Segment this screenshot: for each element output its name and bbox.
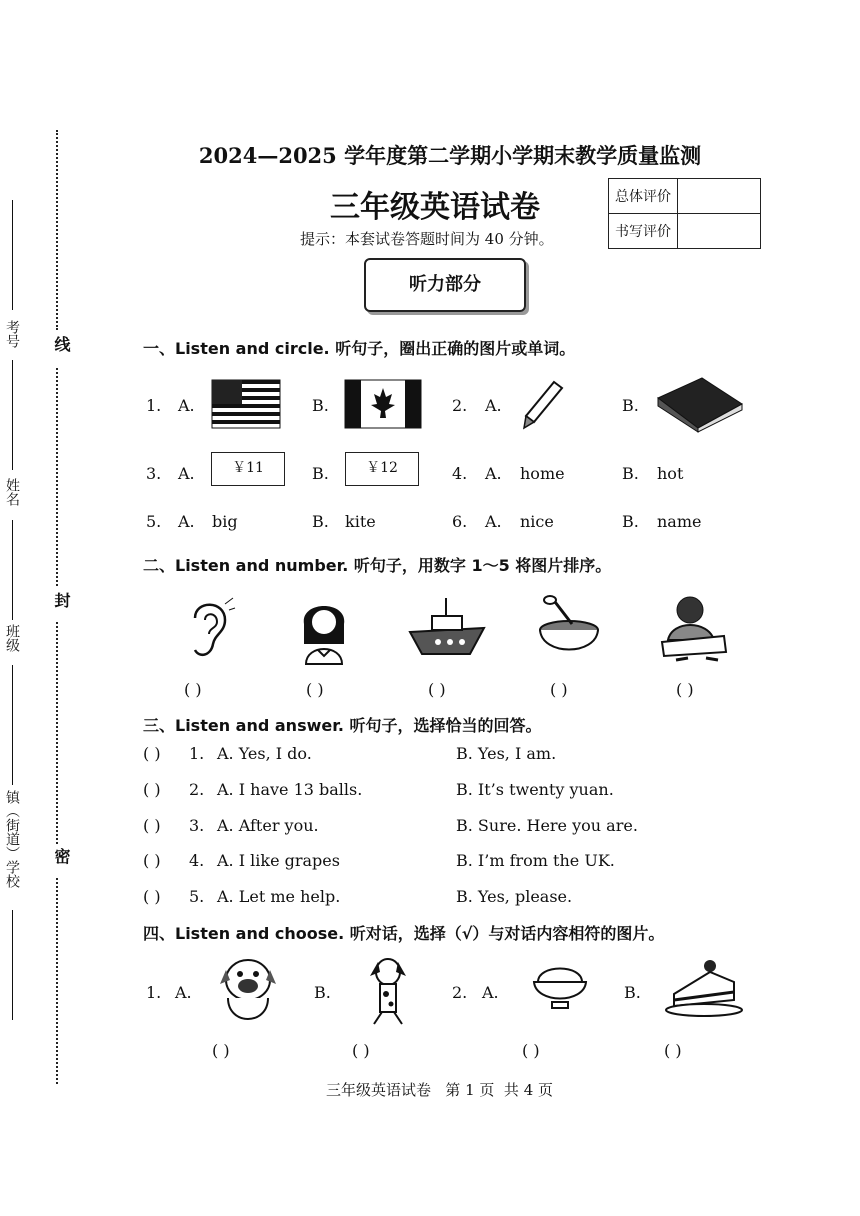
page-footer: 三年级英语试卷 第 1 页 共 4 页 — [326, 1081, 554, 1099]
seal-dotted-line — [56, 878, 58, 1084]
margin-line — [12, 520, 13, 620]
q1-option-a: A. — [178, 464, 195, 483]
price-box-b[interactable]: ￥12 — [345, 452, 419, 486]
answer-blank[interactable]: ( ) — [664, 1041, 682, 1060]
price-box-a[interactable]: ￥11 — [211, 452, 285, 486]
q1-option-b: B. — [622, 396, 639, 415]
q1-item-number: 4. — [452, 464, 468, 483]
eval-label: 总体评价 — [609, 179, 678, 214]
q1-heading: 一、Listen and circle. 听句子，圈出正确的图片或单词。 — [143, 339, 576, 358]
answer-blank[interactable]: ( ) — [550, 680, 568, 699]
q4-option-b: B. — [314, 983, 331, 1002]
seal-char-line: 线 — [52, 336, 71, 352]
answer-blank[interactable]: ( ) — [184, 680, 202, 699]
eval-label: 书写评价 — [609, 214, 678, 249]
seal-char-secret: 密 — [52, 848, 71, 864]
exam-number-label: 考号 — [4, 320, 20, 348]
q1-item-number: 5. — [146, 512, 162, 531]
word-nice[interactable]: nice — [520, 512, 554, 531]
rice-bowl-icon — [532, 960, 588, 1014]
q3-option-b: B. Yes, please. — [456, 887, 573, 906]
q3-item-number: 5. — [189, 887, 205, 906]
exam-tip: 提示：本套试卷答题时间为 40 分钟。 — [300, 230, 554, 248]
word-name[interactable]: name — [657, 512, 702, 531]
answer-blank[interactable]: ( ) — [352, 1041, 370, 1060]
q4-item-number: 2. — [452, 983, 468, 1002]
q3-option-b: B. I’m from the UK. — [456, 851, 615, 870]
q4-option-a: A. — [175, 983, 192, 1002]
q1-option-a: A. — [485, 512, 502, 531]
q3-option-a: A. After you. — [217, 816, 319, 835]
exam-subtitle: 三年级英语试卷 — [330, 190, 540, 225]
answer-paren[interactable]: ( ) — [143, 744, 161, 763]
answer-blank[interactable]: ( ) — [676, 680, 694, 699]
q3-option-a: A. I like grapes — [217, 851, 340, 870]
q1-option-a: A. — [485, 464, 502, 483]
word-hot[interactable]: hot — [657, 464, 684, 483]
q3-option-b: B. Sure. Here you are. — [456, 816, 638, 835]
margin-line — [12, 665, 13, 785]
q3-item-number: 3. — [189, 816, 205, 835]
q3-item-number: 1. — [189, 744, 205, 763]
boy-drawing-icon — [656, 594, 730, 664]
q4-heading: 四、Listen and choose. 听对话，选择（√）与对话内容相符的图片。 — [143, 924, 665, 943]
seal-char-seal: 封 — [52, 592, 71, 608]
q4-option-b: B. — [624, 983, 641, 1002]
answer-paren[interactable]: ( ) — [143, 780, 161, 799]
canada-flag-icon[interactable] — [345, 380, 421, 428]
evaluation-table — [608, 178, 761, 249]
q1-item-number: 1. — [146, 396, 162, 415]
answer-blank[interactable]: ( ) — [522, 1041, 540, 1060]
q3-heading: 三、Listen and answer. 听句子，选择恰当的回答。 — [143, 716, 542, 735]
q1-option-b: B. — [312, 396, 329, 415]
q1-option-b: B. — [622, 512, 639, 531]
q1-option-b: B. — [622, 464, 639, 483]
answer-paren[interactable]: ( ) — [143, 816, 161, 835]
eval-value[interactable] — [678, 179, 761, 214]
margin-line — [12, 360, 13, 470]
pug-icon — [216, 954, 280, 1026]
q1-option-a: A. — [485, 396, 502, 415]
margin-line — [12, 910, 13, 1020]
class-label: 班级 — [4, 624, 20, 652]
q3-item-number: 2. — [189, 780, 205, 799]
q3-option-b: B. It’s twenty yuan. — [456, 780, 614, 799]
margin-line — [12, 200, 13, 310]
q2-heading: 二、Listen and number. 听句子，用数字 1～5 将图片排序。 — [143, 556, 612, 575]
q1-option-a: A. — [178, 512, 195, 531]
q3-option-a: A. I have 13 balls. — [217, 780, 363, 799]
girl-icon — [298, 594, 350, 664]
q3-option-a: A. Yes, I do. — [217, 744, 312, 763]
q4-item-number: 1. — [146, 983, 162, 1002]
spotted-dog-icon — [360, 954, 416, 1026]
ship-icon — [408, 598, 486, 658]
exam-main-title: 2024—2025 学年度第二学期小学期末教学质量监测 — [198, 143, 702, 168]
eval-value[interactable] — [678, 214, 761, 249]
q1-option-a: A. — [178, 396, 195, 415]
q3-option-b: B. Yes, I am. — [456, 744, 557, 763]
q1-option-b: B. — [312, 512, 329, 531]
listening-section-banner: 听力部分 — [364, 258, 526, 312]
seal-dotted-line — [56, 622, 58, 844]
ear-icon — [185, 598, 235, 662]
answer-blank[interactable]: ( ) — [306, 680, 324, 699]
word-big[interactable]: big — [212, 512, 238, 531]
usa-flag-icon[interactable] — [212, 380, 280, 428]
pencil-icon[interactable] — [520, 380, 564, 430]
q3-option-a: A. Let me help. — [217, 887, 341, 906]
q4-option-a: A. — [482, 983, 499, 1002]
word-home[interactable]: home — [520, 464, 565, 483]
q1-option-b: B. — [312, 464, 329, 483]
school-label: 镇（街道）学校 — [4, 790, 20, 888]
answer-paren[interactable]: ( ) — [143, 851, 161, 870]
q3-item-number: 4. — [189, 851, 205, 870]
word-kite[interactable]: kite — [345, 512, 376, 531]
q1-item-number: 6. — [452, 512, 468, 531]
seal-dotted-line — [56, 368, 58, 586]
answer-blank[interactable]: ( ) — [428, 680, 446, 699]
q1-item-number: 2. — [452, 396, 468, 415]
q1-item-number: 3. — [146, 464, 162, 483]
book-icon[interactable] — [656, 374, 744, 434]
cake-icon — [664, 956, 742, 1018]
soup-icon — [538, 594, 600, 664]
name-label: 姓名 — [4, 478, 20, 506]
answer-paren[interactable]: ( ) — [143, 887, 161, 906]
answer-blank[interactable]: ( ) — [212, 1041, 230, 1060]
